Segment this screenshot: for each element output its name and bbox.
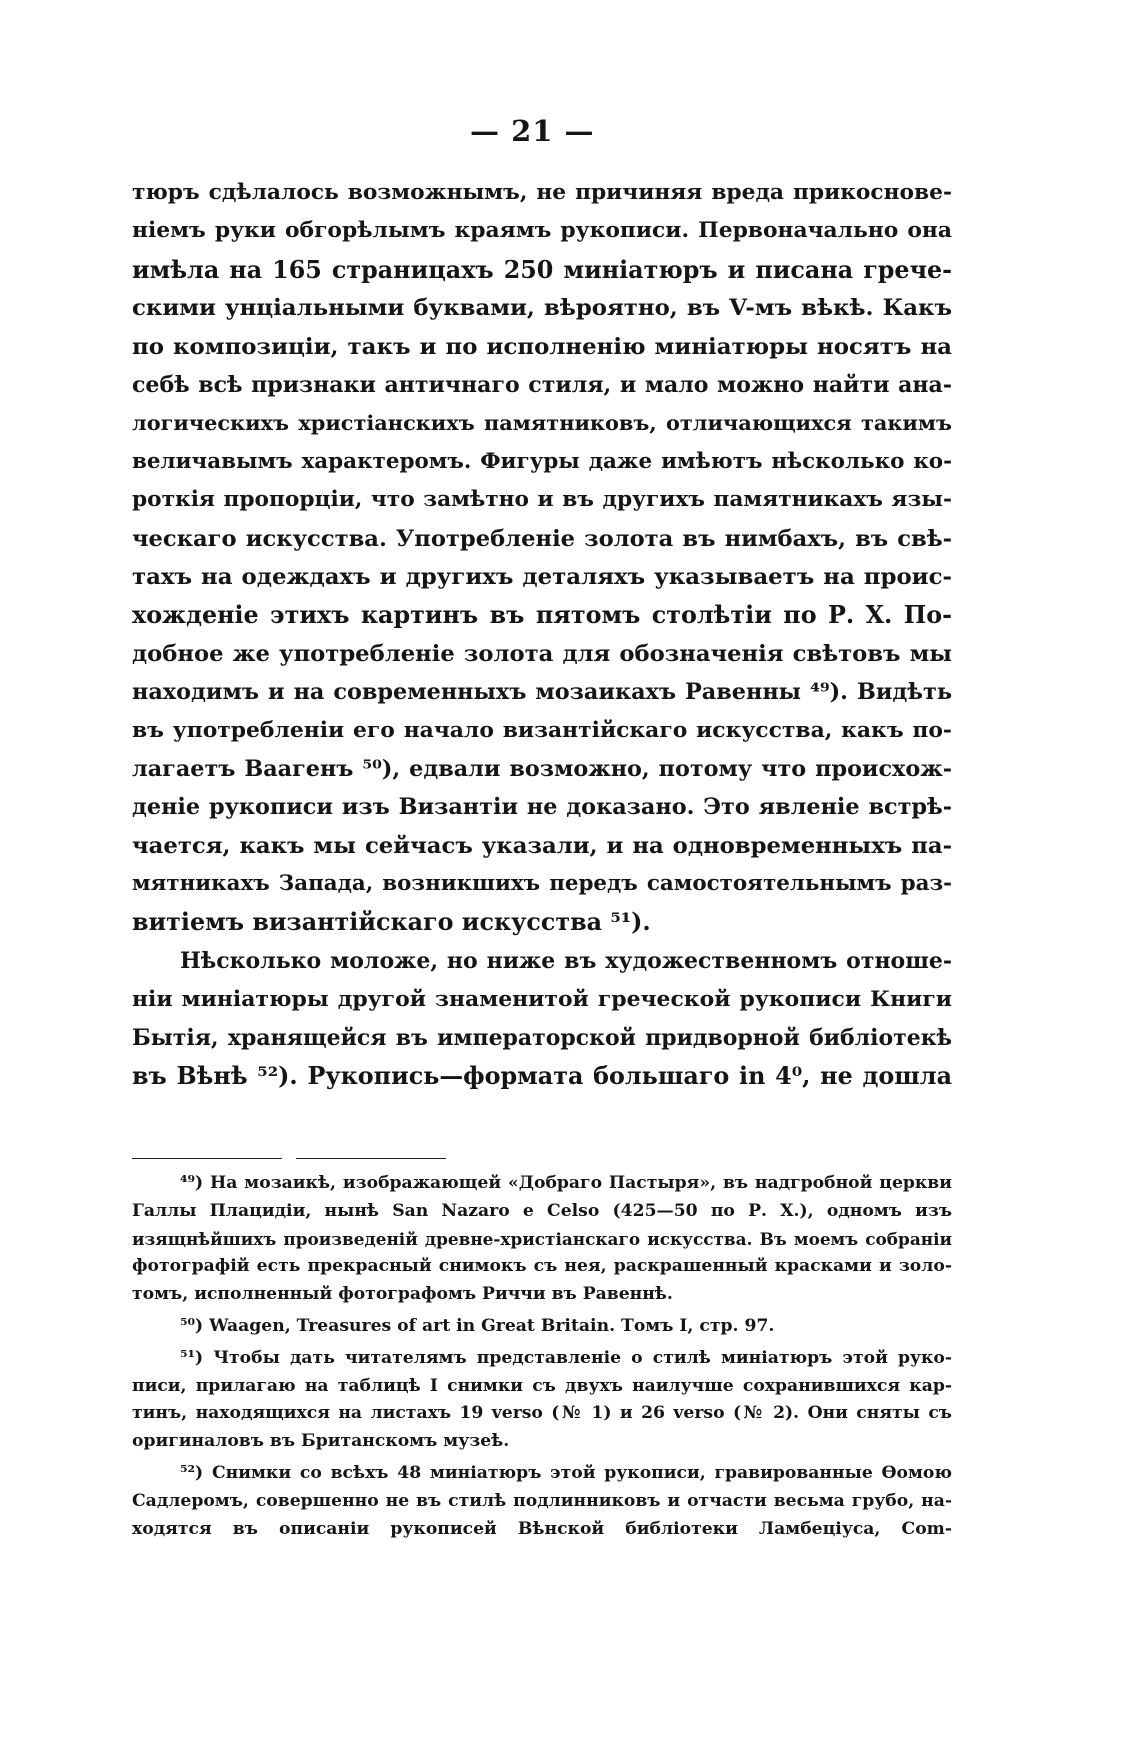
footnote-divider	[132, 1158, 282, 1159]
footnote-51	[132, 1345, 952, 1456]
footnote-50	[132, 1313, 952, 1341]
paragraph-start-line: Нѣсколько моложе, но ниже въ художественномъ отноше-	[180, 947, 952, 974]
page-number: — 21 —	[470, 114, 595, 148]
footnote-line: фотографій есть прекрасный снимокъ съ нея, раскрашенный красками и золо-	[132, 1256, 952, 1277]
body-line: тюръ сдѣлалось возможнымъ, не причиняя вреда прикоснове-	[132, 180, 952, 205]
footnote-divider	[296, 1158, 446, 1159]
footnote-line: ⁵²) Снимки со всѣхъ 48 миніатюръ этой рукописи, гравированные Ѳомою	[180, 1462, 952, 1483]
footnote-line: ⁵⁰) Waagen, Treasures of art in Great Britain. Томъ I, стр. 97.	[180, 1315, 775, 1336]
footnote-line: изящнѣйшихъ произведеній древне-христіанскаго искусства. Въ моемъ собраніи	[132, 1228, 952, 1249]
footnote-line: оригиналовъ въ Британскомъ музеѣ.	[132, 1431, 510, 1452]
body-line: величавымъ характеромъ. Фигуры даже имѣютъ нѣсколько ко-	[132, 448, 952, 474]
main-text	[132, 174, 952, 1095]
body-line: лагаетъ Ваагенъ ⁵⁰), едвали возможно, потому что происхож-	[132, 755, 952, 782]
footnote-line: ⁴⁹) На мозаикѣ, изображающей «Добраго Пастыря», въ надгробной церкви	[180, 1173, 952, 1193]
footnotes	[132, 1170, 952, 1543]
body-line: ніи миніатюры другой знаменитой греческой рукописи Книги	[132, 986, 952, 1013]
body-line: Бытія, хранящейся въ императорской придворной библіотекѣ	[132, 1024, 952, 1051]
body-line: витіемъ византійскаго искусства ⁵¹).	[132, 908, 651, 937]
footnote-line: писи, прилагаю на таблицѣ I снимки съ двухъ наилучше сохранившихся кар-	[132, 1375, 952, 1396]
body-line: ческаго искусства. Употребленіе золота въ нимбахъ, въ свѣ-	[132, 525, 952, 552]
body-line: себѣ всѣ признаки античнаго стиля, и мало можно найти ана-	[132, 371, 952, 398]
body-line: добное же употребленіе золота для обозначенія свѣтовъ мы	[132, 640, 952, 667]
footnote-line: томъ, исполненный фотографомъ Риччи въ Равеннѣ.	[132, 1284, 673, 1305]
body-line: имѣла на 165 страницахъ 250 миніатюръ и писана грече-	[132, 255, 952, 284]
body-line: по композиціи, такъ и по исполненію миніатюры носятъ на	[132, 333, 952, 360]
body-line: хожденіе этихъ картинъ въ пятомъ столѣтіи по Р. Х. По-	[132, 601, 952, 630]
body-line: скими унціальными буквами, вѣроятно, въ V-мъ вѣкѣ. Какъ	[132, 295, 952, 322]
footnote-52	[132, 1460, 952, 1543]
body-line: логическихъ христіанскихъ памятниковъ, отличающихся такимъ	[132, 410, 952, 436]
footnote-line: ⁵¹) Чтобы дать читателямъ представленіе о стилѣ миніатюръ этой руко-	[180, 1347, 952, 1368]
footnote-line: Садлеромъ, совершенно не въ стилѣ подлинниковъ и отчасти весьма грубо, на-	[132, 1490, 952, 1511]
body-line: находимъ и на современныхъ мозаикахъ Равенны ⁴⁹). Видѣть	[132, 679, 952, 706]
body-line: ніемъ руки обгорѣлымъ краямъ рукописи. Первоначально она	[132, 218, 952, 244]
footnote-line: Галлы Плацидіи, нынѣ San Nazaro e Celso (425—50 по Р. Х.), одномъ изъ	[132, 1200, 952, 1221]
body-line: въ Вѣнѣ ⁵²). Рукопись—формата большаго in 4⁰, не дошла	[132, 1061, 952, 1090]
body-line: мятникахъ Запада, возникшихъ передъ самостоятельнымъ раз-	[132, 871, 952, 897]
body-line: чается, какъ мы сейчасъ указали, и на одновременныхъ па-	[132, 832, 952, 859]
footnote-line: тинъ, находящихся на листахъ 19 verso (№ 1) и 26 verso (№ 2). Они сняты съ	[132, 1403, 952, 1424]
footnote-line: ходятся въ описаніи рукописей Вѣнской библіотеки Ламбеціуса, Com-	[132, 1518, 952, 1539]
body-line: тахъ на одеждахъ и другихъ деталяхъ указываетъ на проис-	[132, 563, 952, 590]
body-line: въ употребленіи его начало византійскаго искусства, какъ по-	[132, 717, 952, 744]
footnote-49	[132, 1170, 952, 1309]
body-line: роткія пропорціи, что замѣтно и въ другихъ памятникахъ язы-	[132, 487, 952, 513]
body-line: деніе рукописи изъ Византіи не доказано. Это явленіе встрѣ-	[132, 794, 952, 821]
